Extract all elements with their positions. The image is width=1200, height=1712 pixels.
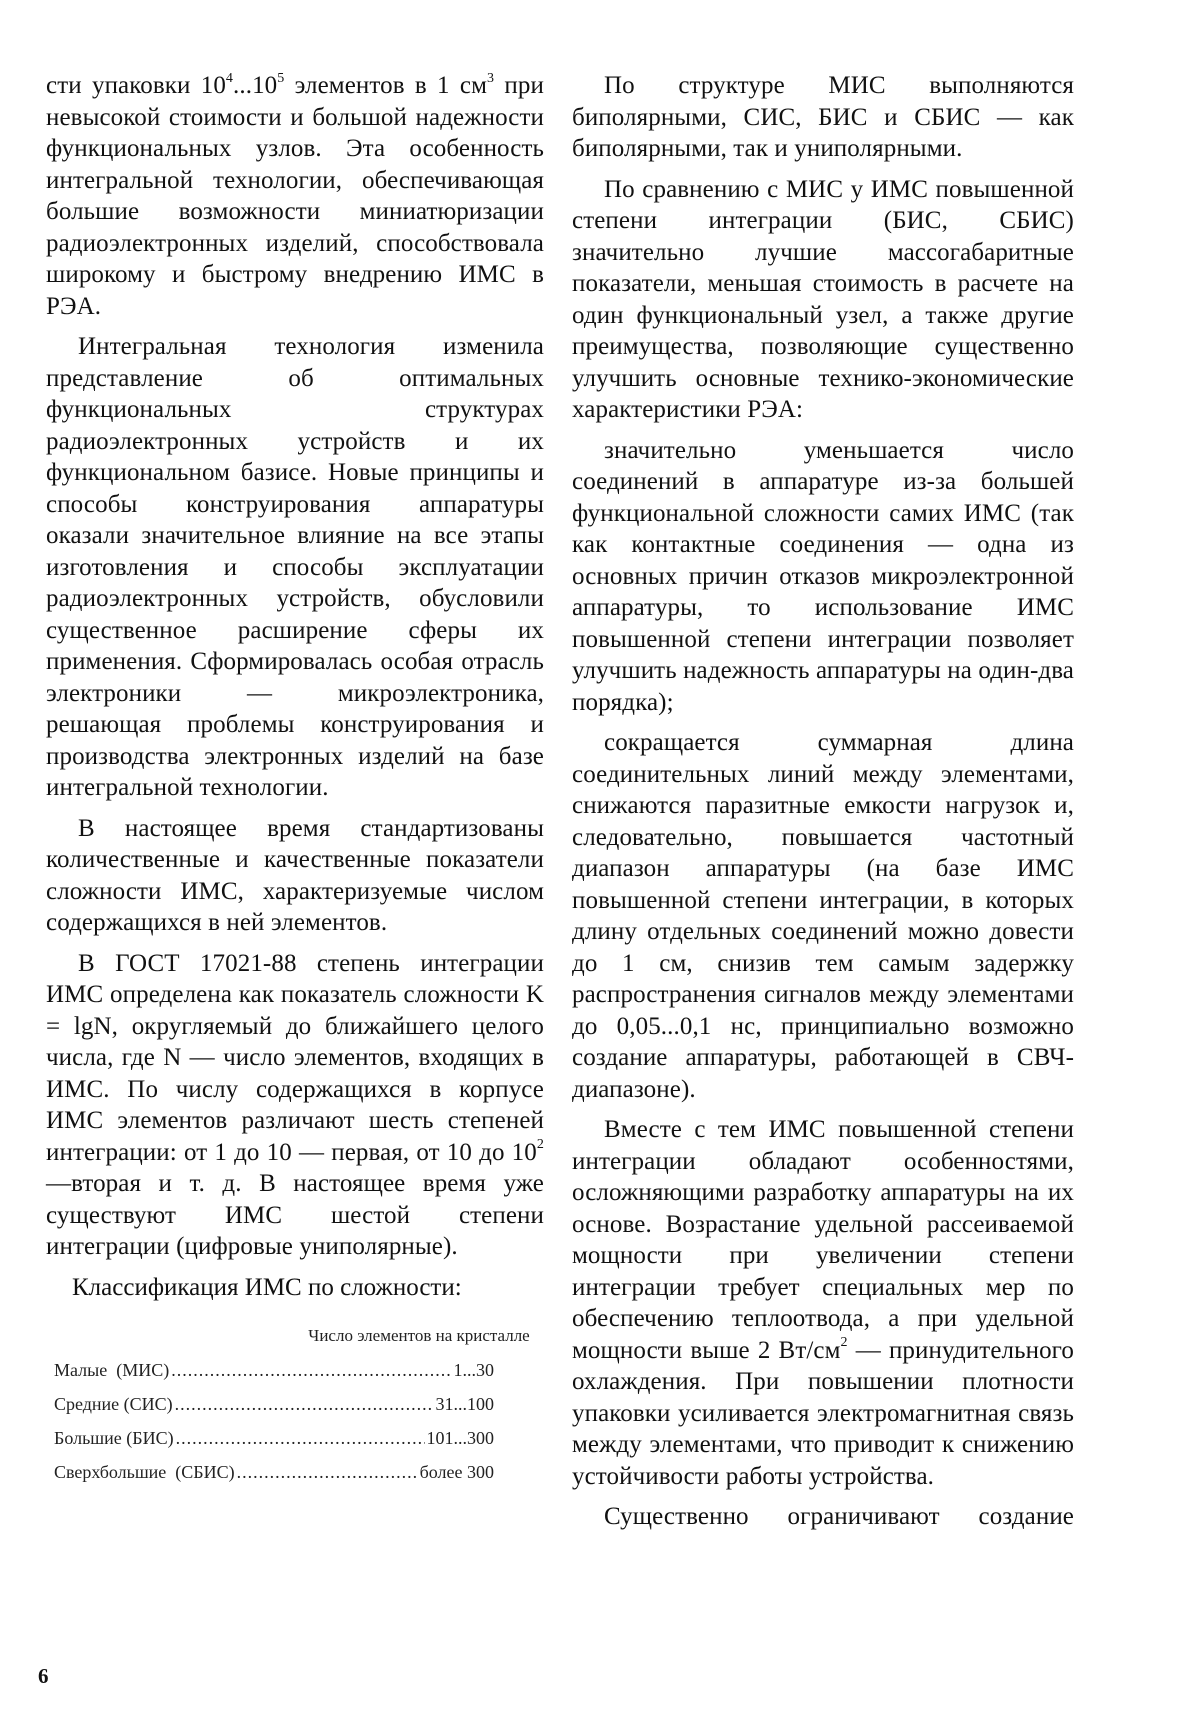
text-segment: сти упаковки 10 xyxy=(46,72,226,99)
table-row xyxy=(54,1359,494,1381)
row-name: Большие (БИС) xyxy=(54,1427,174,1448)
text-segment: — принудительного охлаждения. При повышении плотности упаковки усиливается электромагнитная связь между элементами, что приводит к снижению устойчивости работы устройства. xyxy=(572,1336,1075,1490)
table-row xyxy=(54,1427,494,1449)
row-value: 31...100 xyxy=(435,1393,494,1414)
classification-heading: Классификация ИМС по сложности: xyxy=(72,1273,462,1301)
row-value: 1...30 xyxy=(453,1359,494,1380)
left-paragraph-1 xyxy=(46,70,544,322)
row-name: Средние (СИС) xyxy=(54,1393,173,1414)
text-segment: В ГОСТ 17021-88 степень интеграции ИМС определена как показатель сложности K = lgN, округляемый до ближайшего целого числа, где N — число элементов, входящих в ИМС. По числу содержащихся в корпусе ИМС элементов различают шесть степеней интеграции: от 1 до 10 — первая, от 10 до 10 xyxy=(46,949,544,1166)
superscript: 2 xyxy=(536,1137,544,1153)
right-paragraph-3: значительно уменьшается число соединений в аппаратуре из-за большей функциональной сложности самих ИМС (так как контактные соединения — одна из основных причин отказов микроэлектронной аппаратуры, то использование ИМС повышенной степени интеграции позволяет улучшить надежность аппаратуры на один-два порядка); xyxy=(572,436,1074,716)
row-name: Сверхбольшие (СБИС) xyxy=(54,1461,235,1482)
left-column xyxy=(46,70,544,1495)
row-value: более 300 xyxy=(419,1461,494,1482)
superscript: 4 xyxy=(225,70,234,86)
table-header: Число элементов на кристалле xyxy=(308,1325,530,1345)
text-segment: при невысокой стоимости и большой надежности функциональных узлов. Эта особенность интегральной технологии, обеспечивающая большие возможности миниатюризации радиоэлектронных изделий, способствовала широкому и быстрому внедрению ИМС в РЭА. xyxy=(46,72,544,320)
dot-leader xyxy=(237,1461,418,1483)
right-paragraph-5 xyxy=(572,1114,1074,1492)
page-number: 6 xyxy=(38,1664,49,1688)
row-name: Малые (МИС) xyxy=(54,1359,170,1380)
text-segment: элементов в 1 см xyxy=(284,72,488,99)
superscript: 2 xyxy=(840,1335,848,1351)
table-row xyxy=(54,1461,494,1483)
dot-leader xyxy=(171,1359,451,1381)
superscript: 3 xyxy=(487,70,495,86)
right-paragraph-2: По сравнению с МИС у ИМС повышенной степени интеграции (БИС, СБИС) значительно лучшие массогабаритные показатели, меньшая стоимость в расчете на один функциональный узел, а также другие преимущества, позволяющие существенно улучшить основные технико-экономические характеристики РЭА: xyxy=(572,175,1074,423)
right-column xyxy=(572,70,1074,1542)
right-paragraph-6: Существенно ограничивают создание xyxy=(604,1503,1074,1530)
row-value: 101...300 xyxy=(426,1427,494,1448)
dot-leader xyxy=(176,1427,425,1449)
left-paragraph-3: В настоящее время стандартизованы количественные и качественные показатели сложности ИМС, характеризуемые числом содержащихся в ней элементов. xyxy=(46,814,544,936)
text-segment: ...10 xyxy=(233,72,278,99)
text-segment: —вторая и т. д. В настоящее время уже существуют ИМС шестой степени интеграции (цифровые униполярные). xyxy=(46,1170,544,1260)
left-paragraph-4 xyxy=(46,948,544,1263)
table-row xyxy=(54,1393,494,1415)
right-paragraph-1: По структуре МИС выполняются биполярными, СИС, БИС и СБИС — как биполярными, так и униполярными. xyxy=(572,72,1074,162)
dot-leader xyxy=(175,1393,434,1415)
right-paragraph-4: сокращается суммарная длина соединительных линий между элементами, снижаются паразитные емкости нагрузок и, следовательно, повышается частотный диапазон аппаратуры (на базе ИМС повышенной степени интеграции, в которых длину отдельных соединений можно довести до 1 см, снизив тем самым задержку распространения сигналов между элементами до 0,05...0,1 нс, принципиально возможно создание аппаратуры, работающей в СВЧ-диапазоне). xyxy=(572,729,1074,1103)
left-paragraph-2: Интегральная технология изменила представление об оптимальных функциональных структурах радиоэлектронных устройств и их функциональном базисе. Новые принципы и способы конструирования аппаратуры оказали значительное влияние на все этапы изготовления и способы эксплуатации радиоэлектронных устройств, обусловили существенное расширение сферы их применения. Сформировалась особая отрасль электроники — микроэлектроника, решающая проблемы конструирования и производства электронных изделий на базе интегральной технологии. xyxy=(46,333,544,801)
superscript: 5 xyxy=(277,70,285,86)
classification-table xyxy=(46,1359,544,1483)
text-segment: Вместе с тем ИМС повышенной степени интеграции обладают особенностями, осложняющими разработку аппаратуры на их основе. Возрастание удельной рассеиваемой мощности при увеличении степени интеграции требует специальных мер по обеспечению теплоотвода, а при удельной мощности выше 2 Вт/см xyxy=(572,1116,1074,1364)
